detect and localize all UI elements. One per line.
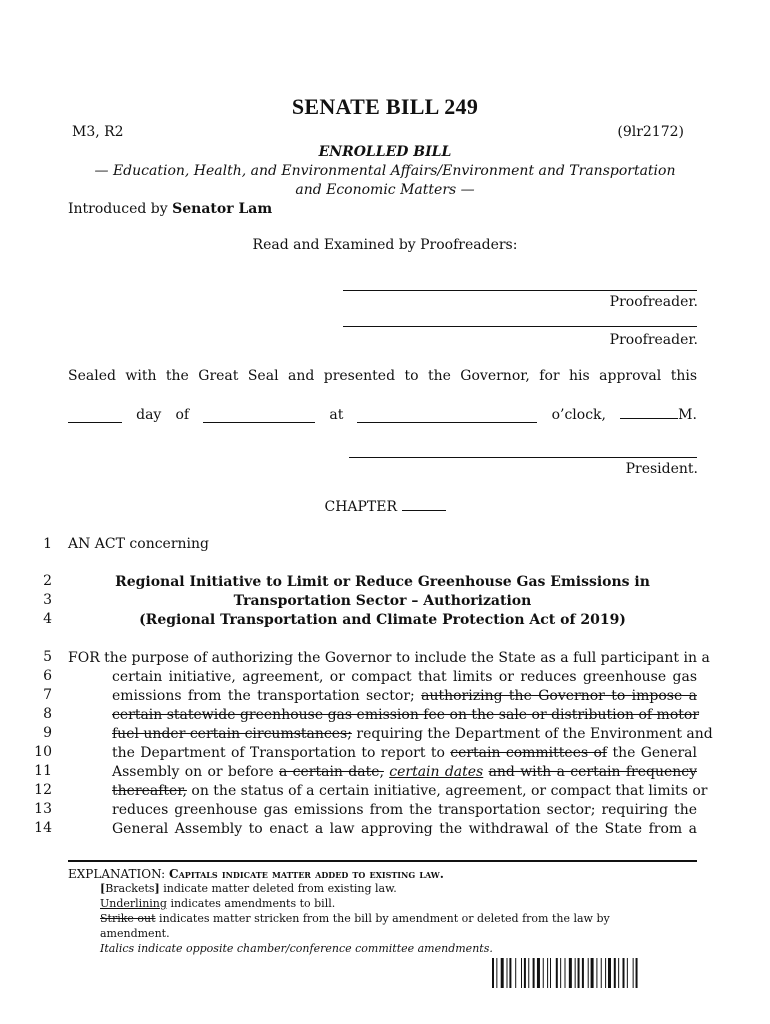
barcode-bar <box>537 958 540 988</box>
introduced-by <box>68 201 272 217</box>
proofreaders-label: Read and Examined by Proofreaders: <box>252 237 518 253</box>
barcode-bar <box>636 958 638 988</box>
barcode-bar <box>550 958 551 988</box>
m-label: M. <box>678 407 697 423</box>
meridiem-blank <box>620 406 678 419</box>
barcode-bar <box>578 958 580 988</box>
act-title <box>100 573 665 630</box>
purpose-line <box>68 725 713 744</box>
stricken-text: and with a certain frequency <box>488 764 698 780</box>
barcode-bar <box>565 958 566 988</box>
barcode-bar <box>591 958 594 988</box>
barcode-bar <box>543 958 544 988</box>
stricken-text: fuel under certain circumstances; <box>112 726 352 742</box>
purpose-text: emissions from the transportation sector; <box>112 688 415 704</box>
line-number: 4 <box>43 611 52 627</box>
president-label: President. <box>625 461 698 477</box>
barcode-image <box>492 958 678 988</box>
barcode-bar <box>569 958 572 988</box>
oclock-label: o’clock, <box>551 407 606 423</box>
purpose-paragraph <box>68 649 713 839</box>
committee-line <box>60 162 710 200</box>
bracket-open: [ <box>100 882 106 895</box>
act-title-line: Transportation Sector – Authorization <box>233 593 532 609</box>
barcode-bar <box>596 958 597 988</box>
barcode-bar <box>582 958 584 988</box>
day-label: day <box>136 407 162 423</box>
strikeout-desc: indicates matter stricken from the bill by amendment or deleted from the law by <box>159 912 610 925</box>
act-title-line: Regional Initiative to Limit or Reduce Greenhouse Gas Emissions in <box>115 574 650 590</box>
explanation-divider <box>68 860 697 862</box>
barcode-bar <box>533 958 535 988</box>
explanation-strikeout-cont: amendment. <box>100 927 170 940</box>
introduced-prefix: Introduced by <box>68 201 168 217</box>
barcode-bar <box>588 958 589 988</box>
purpose-line <box>68 782 708 801</box>
of-label: of <box>175 407 190 423</box>
strikeout-word: Strike out <box>100 912 156 925</box>
proofreader-label-1: Proofreader. <box>609 294 698 310</box>
purpose-line <box>68 763 697 782</box>
purpose-line: certain initiative, agreement, or compact that limits or reduces greenhouse gas <box>112 669 697 685</box>
barcode-bar <box>507 958 508 988</box>
barcode-bar <box>627 958 628 988</box>
line-number: 7 <box>43 687 52 703</box>
explanation-heading <box>68 866 444 882</box>
underlining-desc: indicates amendments to bill. <box>170 897 336 910</box>
barcode-bar <box>560 958 561 988</box>
chapter-text: CHAPTER <box>324 499 398 515</box>
explanation-underlining <box>100 896 660 911</box>
stricken-text: certain committees of <box>450 745 608 761</box>
barcode-bar <box>528 958 529 988</box>
bracket-close: ] <box>154 882 160 895</box>
explanation-capitals: Capitals indicate matter added to existing law. <box>169 867 444 881</box>
act-concerning: AN ACT concerning <box>68 536 209 552</box>
line-number: 11 <box>34 763 52 779</box>
line-number: 14 <box>34 820 52 836</box>
barcode-bar <box>633 958 634 988</box>
bill-title: SENATE BILL 249 <box>291 94 479 119</box>
drafting-code: (9lr2172) <box>617 124 684 140</box>
barcode-bar <box>509 958 511 988</box>
stricken-line: certain statewide greenhouse gas emission fee on the sale or distribution of motor <box>112 707 700 723</box>
purpose-line: General Assembly to enact a law approving the withdrawal of the State from a <box>112 821 697 837</box>
proofreader-signature-line-1 <box>343 290 697 291</box>
barcode-bar <box>608 958 611 988</box>
brackets-desc: indicate matter deleted from existing law. <box>163 882 397 895</box>
stricken-text: a certain date, <box>279 764 384 780</box>
date-time-line <box>68 406 697 423</box>
amendment-text: certain dates <box>389 764 484 780</box>
committee-line-1: — Education, Health, and Environmental Affairs/Environment and Transportation <box>94 163 676 179</box>
barcode-bar <box>521 958 522 988</box>
explanation-label: EXPLANATION: <box>68 867 166 881</box>
barcode-bar <box>618 958 619 988</box>
line-number: 13 <box>34 801 52 817</box>
barcode-bar <box>547 958 548 988</box>
barcode-bar <box>605 958 606 988</box>
barcode-bar <box>492 958 494 988</box>
line-number: 8 <box>43 706 52 722</box>
barcode-bar <box>556 958 558 988</box>
explanation-brackets <box>100 881 660 896</box>
stricken-text: thereafter, <box>112 783 187 799</box>
barcode-bar <box>575 958 576 988</box>
sponsor-name: Senator Lam <box>172 201 273 217</box>
purpose-text: on the status of a certain initiative, agreement, or compact that limits or <box>191 783 708 799</box>
barcode-bar <box>614 958 616 988</box>
purpose-text: requiring the Department of the Environment and <box>356 726 713 742</box>
enrolled-label: ENROLLED BILL <box>318 144 452 160</box>
at-label: at <box>329 407 344 423</box>
purpose-line <box>68 744 697 763</box>
purpose-line: reduces greenhouse gas emissions from the transportation sector; requiring the <box>112 802 697 818</box>
proofreader-signature-line-2 <box>343 326 697 327</box>
time-blank <box>357 410 537 423</box>
meridiem-group <box>620 406 697 423</box>
president-signature-line <box>349 457 697 458</box>
barcode-bar <box>515 958 516 988</box>
explanation-italics: Italics indicate opposite chamber/conference committee amendments. <box>100 942 493 955</box>
explanation-strikeout <box>100 911 660 926</box>
line-number: 10 <box>34 744 52 760</box>
act-title-line: (Regional Transportation and Climate Protection Act of 2019) <box>139 612 626 628</box>
purpose-line <box>68 687 697 706</box>
line-number: 12 <box>34 782 52 798</box>
line-number: 5 <box>43 649 52 665</box>
chapter-label <box>0 498 770 515</box>
barcode-bar <box>601 958 602 988</box>
sealed-statement: Sealed with the Great Seal and presented to the Governor, for his approval this <box>68 368 697 384</box>
purpose-text: the Department of Transportation to report to <box>112 745 445 761</box>
purpose-line: FOR the purpose of authorizing the Governor to include the State as a full participant in a <box>68 650 710 666</box>
purpose-text: Assembly on or before <box>112 764 274 780</box>
chapter-blank <box>402 498 446 511</box>
proofreader-label-2: Proofreader. <box>609 332 698 348</box>
line-number: 3 <box>43 592 52 608</box>
barcode-bar <box>524 958 526 988</box>
committee-line-2: and Economic Matters — <box>295 182 475 198</box>
line-number: 1 <box>43 536 52 552</box>
barcode-bar <box>496 958 497 988</box>
line-number: 9 <box>43 725 52 741</box>
month-blank <box>203 410 315 423</box>
day-blank <box>68 410 122 423</box>
stricken-text: authorizing the Governor to impose a <box>421 688 697 704</box>
brackets-word: Brackets <box>105 882 155 895</box>
line-number: 6 <box>43 668 52 684</box>
barcode-bar <box>501 958 504 988</box>
underlining-word: Underlining <box>100 897 167 910</box>
subject-code: M3, R2 <box>72 124 124 140</box>
line-number: 2 <box>43 573 52 589</box>
purpose-text: the General <box>612 745 698 761</box>
barcode-bar <box>623 958 625 988</box>
